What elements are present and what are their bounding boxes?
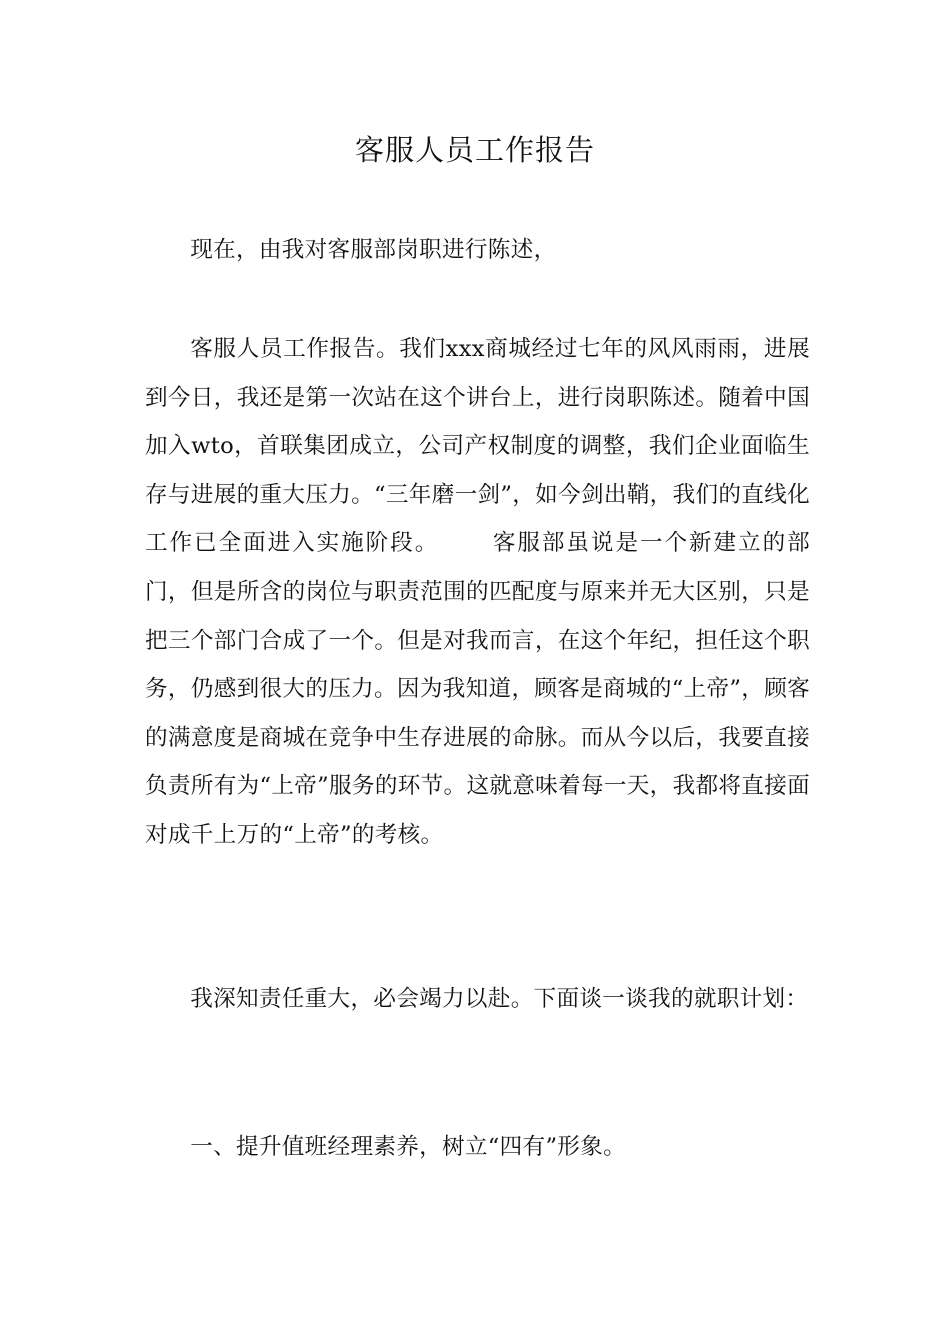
section-heading-one: 一、提升值班经理素养，树立“四有”形象。 (190, 1134, 626, 1160)
body-paragraph-part-a: 客服人员工作报告。我们xxx商城经过七年的风风雨雨，进展到今日，我还是第一次站在这个讲台上，进行岗职陈述。随着中国加入wto，首联集团成立，公司产权制度的调整，我们企业面临生存与进展的重大压力。“三年磨一剑”，如今剑出鞘，我们的直线化工作已全面进入实施阶段。 (145, 336, 810, 557)
document-title: 客服人员工作报告 (354, 133, 595, 167)
intro-paragraph: 现在，由我对客服部岗职进行陈述， (190, 237, 557, 263)
body-paragraph (145, 325, 810, 860)
body-paragraph-part-b: 客服部虽说是一个新建立的部门，但是所含的岗位与职责范围的匹配度与原来并无大区别，只是把三个部门合成了一个。但是对我而言，在这个年纪，担任这个职务，仍感到很大的压力。因为我知道，顾客是商城的“上帝”，顾客的满意度是商城在竞争中生存进展的命脉。而从今以后，我要直接负责所有为“上帝”服务的环节。这就意味着每一天，我都将直接面对成千上万的“上帝”的考核。 (145, 530, 810, 848)
plan-paragraph: 我深知责任重大，必会竭力以赴。下面谈一谈我的就职计划： (190, 986, 809, 1012)
